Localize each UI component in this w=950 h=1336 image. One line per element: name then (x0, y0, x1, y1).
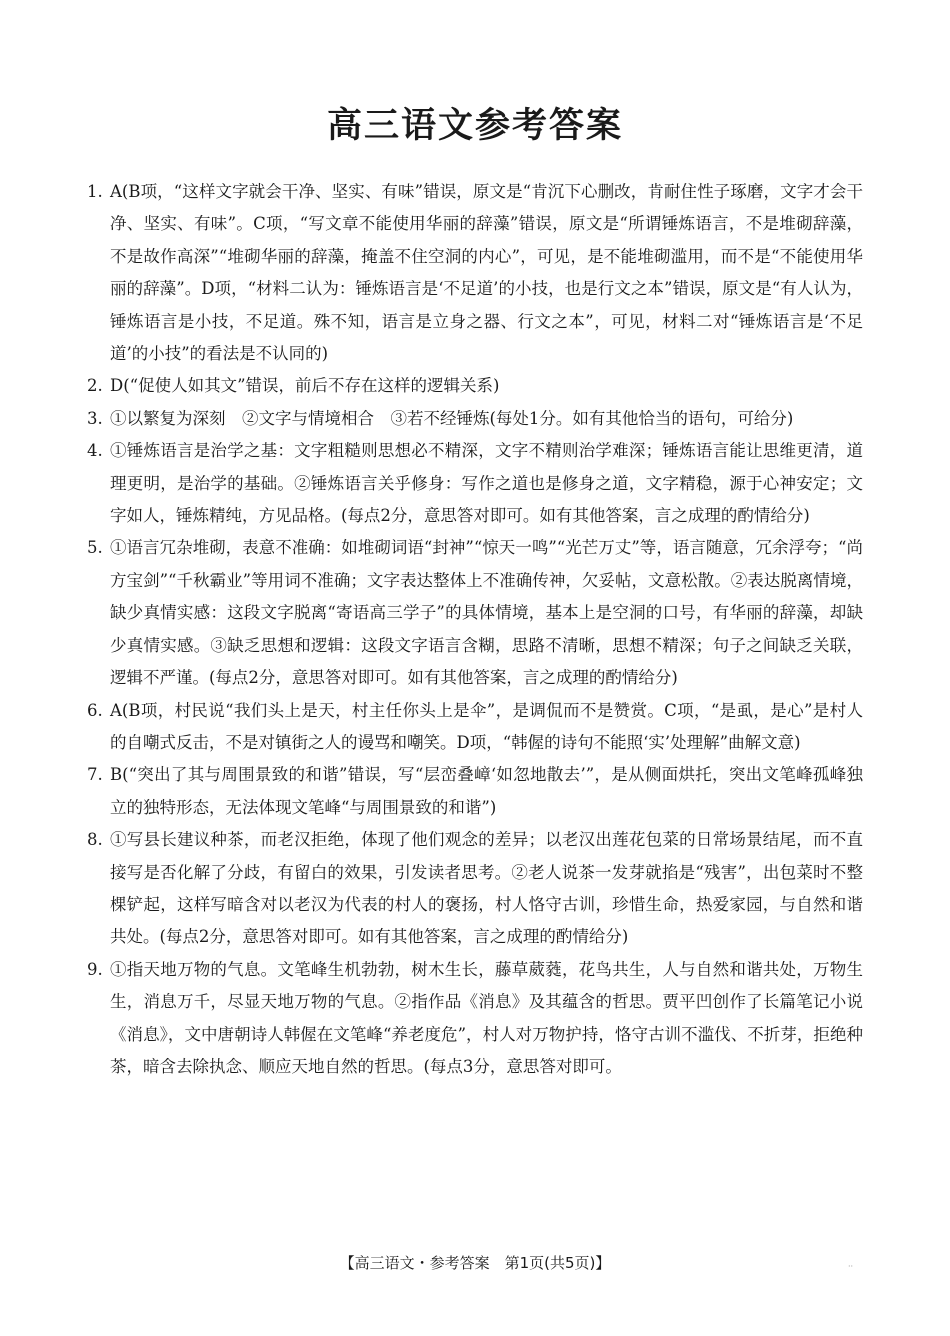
answer-text: A(B项，村民说“我们头上是天，村主任你头上是伞”，是调侃而不是赞赏。C项，“是虱，是心”是村人的自嘲式反击，不是对镇街之人的谩骂和嘲笑。D项，“韩偓的诗句不能照‘实’处理解”曲解文意) (110, 700, 863, 752)
answer-item-6 (87, 695, 863, 760)
answer-number: 5. (87, 538, 103, 558)
page-title: 高三语文参考答案 (326, 106, 623, 146)
answer-number: 8. (87, 830, 103, 850)
answer-number: 4. (87, 441, 103, 461)
answer-item-3 (87, 403, 863, 435)
answer-number: 2. (87, 376, 103, 396)
page-footer: 【高三语文・参考答案 第1页(共5页)】 (339, 1254, 611, 1272)
answer-text: ①锤炼语言是治学之基：文字粗糙则思想必不精深，文字不精则治学难深；锤炼语言能让思维更清，道理更明，是治学的基础。②锤炼语言关乎修身：写作之道也是修身之道，文字精稳，源于心神安定；文字如人，锤炼精纯，方见品格。(每点2分，意思答对即可。如有其他答案，言之成理的酌情给分) (110, 441, 863, 526)
answer-list (87, 176, 863, 1083)
answer-item-9 (87, 954, 863, 1084)
answer-item-2 (87, 370, 863, 402)
answer-number: 9. (87, 959, 103, 979)
answer-item-1 (87, 176, 863, 370)
answer-text: ①指天地万物的气息。文笔峰生机勃勃，树木生长，藤草葳蕤，花鸟共生，人与自然和谐共处，万物生生，消息万千，尽显天地万物的气息。②指作品《消息》及其蕴含的哲思。贾平凹创作了长篇笔记小说《消息》，文中唐朝诗人韩偓在文笔峰“养老度危”，村人对万物护持，恪守古训不滥伐、不折芽，拒绝种茶，暗含去除执念、顺应天地自然的哲思。(每点3分，意思答对即可。 (110, 959, 863, 1076)
answer-number: 6. (87, 700, 103, 720)
answer-text: ①写县长建议种茶，而老汉拒绝，体现了他们观念的差异；以老汉出莲花包菜的日常场景结尾，而不直接写是否化解了分歧，有留白的效果，引发读者思考。②老人说茶一发芽就掐是“残害”，出包菜时不整棵铲起，这样写暗含对以老汉为代表的村人的褒扬，村人恪守古训，珍惜生命，热爱家园，与自然和谐共处。(每点2分，意思答对即可。如有其他答案，言之成理的酌情给分) (110, 830, 863, 947)
answer-item-8 (87, 824, 863, 954)
answer-text: ①语言冗杂堆砌，表意不准确：如堆砌词语“封神”“惊天一鸣”“光芒万丈”等，语言随意，冗余浮夸；“尚方宝剑”“千秋霸业”等用词不准确；文字表达整体上不准确传神，欠妥帖，文意松散。②表达脱离情境，缺少真情实感：这段文字脱离“寄语高三学子”的具体情境，基本上是空洞的口号，有华丽的辞藻，却缺少真情实感。③缺乏思想和逻辑：这段文字语言含糊，思路不清晰，思想不精深；句子之间缺乏关联，逻辑不严谨。(每点2分，意思答对即可。如有其他答案，言之成理的酌情给分) (110, 538, 863, 688)
answer-text: D(“促使人如其文”错误，前后不存在这样的逻辑关系) (110, 376, 500, 396)
answer-text: A(B项，“这样文字就会干净、坚实、有味”错误，原文是“肯沉下心删改，肯耐住性子琢磨，文字才会干净、坚实、有味”。C项，“写文章不能使用华丽的辞藻”错误，原文是“所谓锤炼语言，不是堆砌辞藻，不是故作高深”“堆砌华丽的辞藻，掩盖不住空洞的内心”，可见，是不能堆砌滥用，而不是“不能使用华丽的辞藻”。D项，“材料二认为：锤炼语言是‘不足道’的小技，也是行文之本”错误，原文是“有人认为，锤炼语言是小技，不足道。殊不知，语言是立身之器、行文之本”，可见，材料二对“锤炼语言是‘不足道’的小技”的看法是不认同的) (110, 182, 863, 364)
answer-number: 3. (87, 408, 103, 428)
answer-text: B(“突出了其与周围景致的和谐”错误，写“层峦叠嶂‘如忽地散去’”，是从侧面烘托，突出文笔峰孤峰独立的独特形态，无法体现文笔峰“与周围景致的和谐”) (110, 765, 863, 817)
answer-number: 1. (87, 182, 103, 201)
answer-item-4 (87, 435, 863, 532)
answer-text: ①以繁复为深刻 ②文字与情境相合 ③若不经锤炼(每处1分。如有其他恰当的语句，可给分) (110, 408, 794, 428)
answer-item-5 (87, 532, 863, 694)
answer-number: 7. (87, 765, 103, 785)
answer-item-7 (87, 759, 863, 824)
corner-mark: ·· (848, 1262, 854, 1271)
